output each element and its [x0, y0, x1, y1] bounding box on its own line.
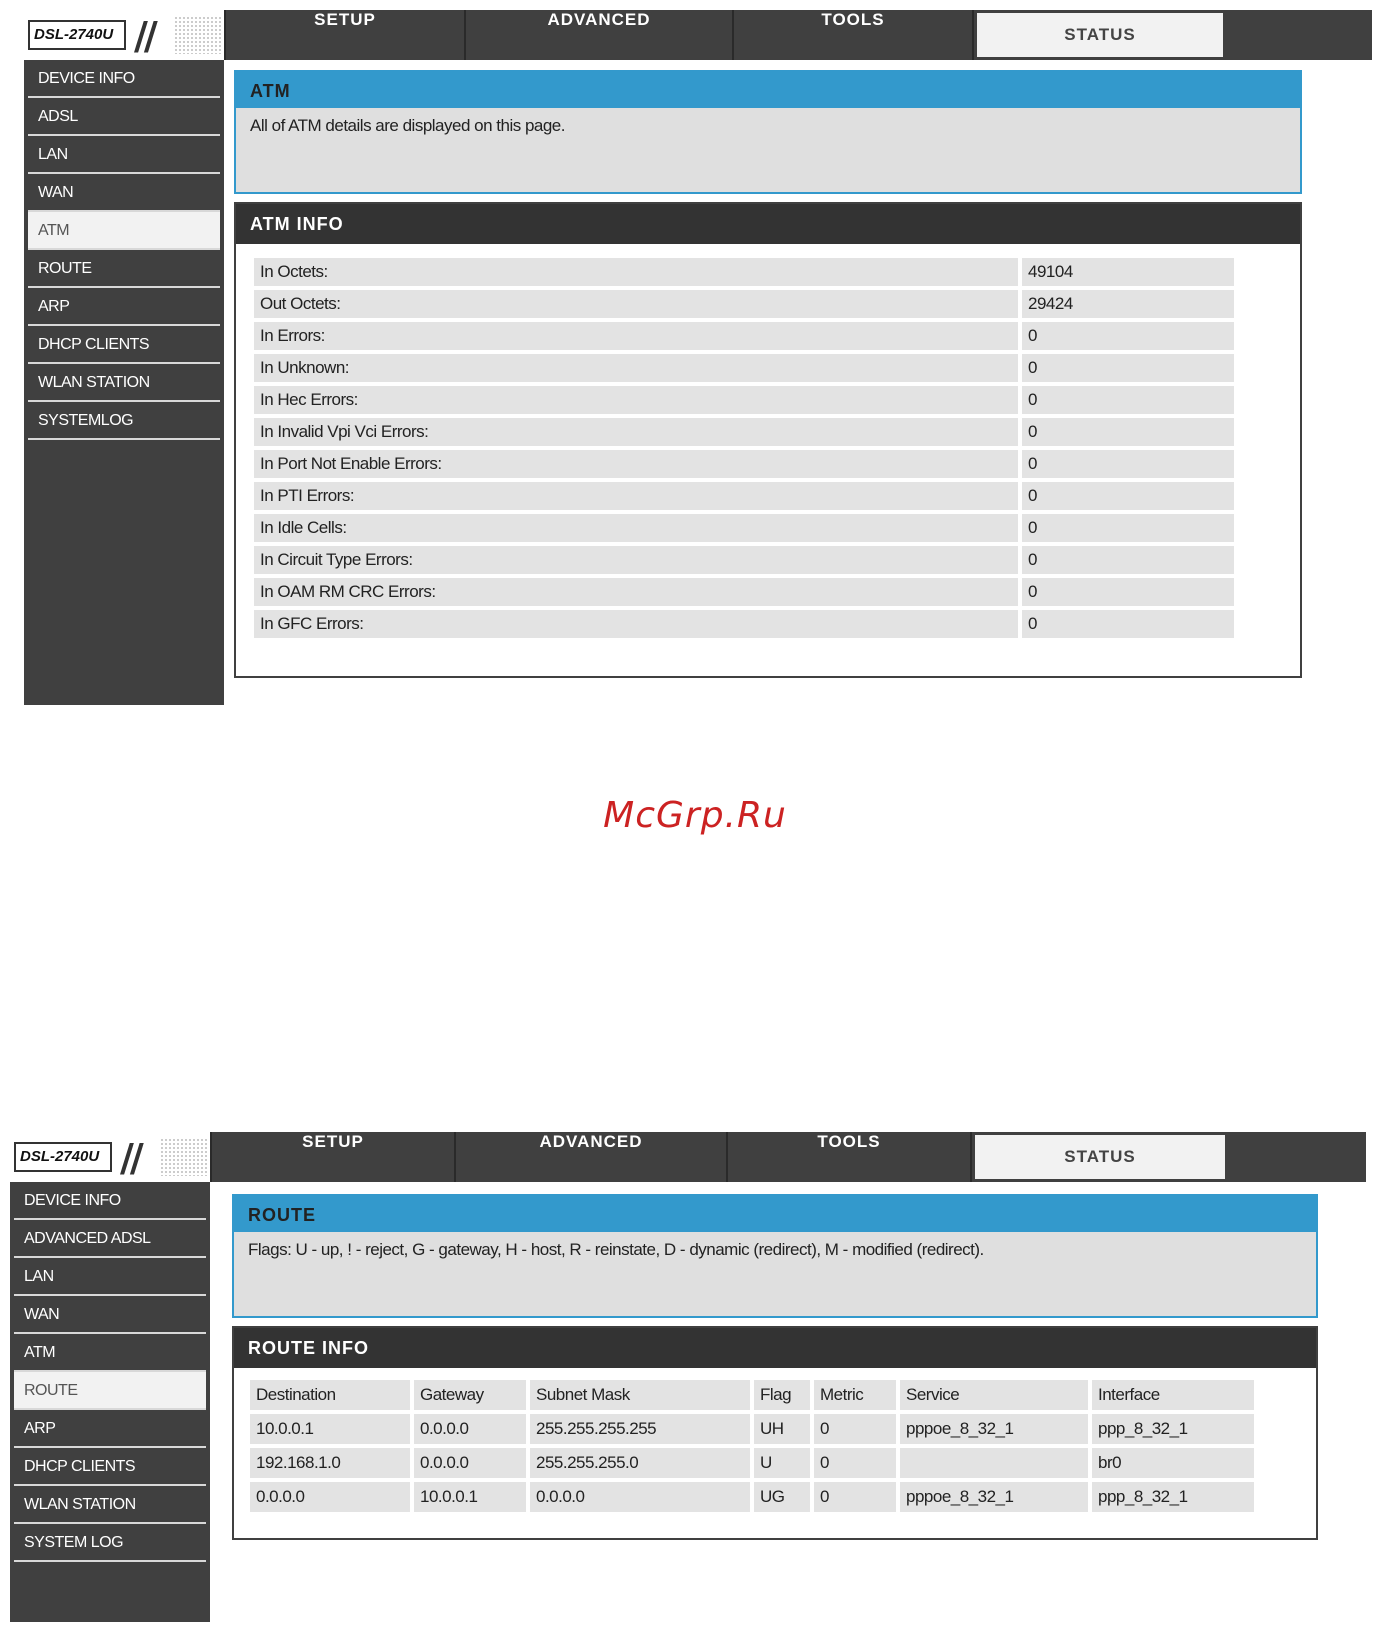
logo-slashes-icon: //	[134, 14, 154, 58]
row-label: In Octets:	[254, 258, 1018, 286]
cell-metric: 0	[814, 1482, 896, 1512]
model-name: DSL-2740U	[28, 20, 126, 50]
tab-bar-filler	[1226, 10, 1372, 60]
cell-interface: ppp_8_32_1	[1092, 1414, 1254, 1444]
logo-slashes-icon: //	[120, 1136, 140, 1180]
cell-flag: U	[754, 1448, 810, 1478]
table-row	[254, 450, 1234, 478]
row-label: In Port Not Enable Errors:	[254, 450, 1018, 478]
table-row	[254, 354, 1234, 382]
sidebar-item-adsl[interactable]: ADSL	[28, 98, 220, 136]
sidebar-item-atm[interactable]: ATM	[28, 212, 220, 250]
column-header: Subnet Mask	[530, 1380, 750, 1410]
row-label: In Circuit Type Errors:	[254, 546, 1018, 574]
route-info-box	[232, 1326, 1318, 1540]
table-row	[254, 514, 1234, 542]
cell-service: pppoe_8_32_1	[900, 1414, 1088, 1444]
table-row	[254, 386, 1234, 414]
row-label: In GFC Errors:	[254, 610, 1018, 638]
row-value: 49104	[1018, 258, 1234, 286]
cell-service	[900, 1448, 1088, 1478]
table-row	[254, 482, 1234, 510]
row-label: In Unknown:	[254, 354, 1018, 382]
sidebar-item-wlan-station[interactable]: WLAN STATION	[14, 1486, 206, 1524]
sidebar-item-device-info[interactable]: DEVICE INFO	[28, 60, 220, 98]
table-row	[254, 418, 1234, 446]
row-label: In Hec Errors:	[254, 386, 1018, 414]
cell-flag: UH	[754, 1414, 810, 1444]
sidebar-item-arp[interactable]: ARP	[28, 288, 220, 326]
row-label: In PTI Errors:	[254, 482, 1018, 510]
column-header: Destination	[250, 1380, 410, 1410]
column-header: Flag	[754, 1380, 810, 1410]
sidebar-item-lan[interactable]: LAN	[14, 1258, 206, 1296]
route-status-panel	[10, 1132, 1366, 1622]
table-row	[254, 258, 1234, 286]
sidebar-item-route[interactable]: ROUTE	[14, 1372, 206, 1410]
row-value: 0	[1018, 354, 1234, 382]
atm-status-panel	[24, 10, 1372, 735]
row-value: 29424	[1018, 290, 1234, 318]
row-value: 0	[1018, 482, 1234, 510]
logo-pattern	[160, 1138, 208, 1176]
sidebar-item-systemlog[interactable]: SYSTEMLOG	[28, 402, 220, 440]
section-title: ROUTE	[234, 1196, 1316, 1232]
cell-metric: 0	[814, 1448, 896, 1478]
tab-setup[interactable]: SETUP	[226, 10, 466, 60]
main-content	[234, 70, 1302, 678]
column-header: Gateway	[414, 1380, 526, 1410]
tab-status[interactable]: STATUS	[972, 1132, 1228, 1182]
product-logo	[10, 1132, 212, 1182]
sidebar-item-device-info[interactable]: DEVICE INFO	[14, 1182, 206, 1220]
sidebar-item-wlan-station[interactable]: WLAN STATION	[28, 364, 220, 402]
product-logo	[24, 10, 226, 60]
cell-gateway: 0.0.0.0	[414, 1448, 526, 1478]
sidebar-item-atm[interactable]: ATM	[14, 1334, 206, 1372]
top-nav	[24, 10, 1372, 60]
cell-flag: UG	[754, 1482, 810, 1512]
watermark: McGrp.Ru	[603, 795, 787, 836]
row-value: 0	[1018, 322, 1234, 350]
table-row	[250, 1448, 1254, 1478]
row-value: 0	[1018, 386, 1234, 414]
cell-destination: 192.168.1.0	[250, 1448, 410, 1478]
table-row	[254, 610, 1234, 638]
table-row	[250, 1414, 1254, 1444]
sidebar	[24, 60, 224, 705]
atm-info-table	[254, 254, 1234, 642]
sidebar-item-system-log[interactable]: SYSTEM LOG	[14, 1524, 206, 1562]
cell-metric: 0	[814, 1414, 896, 1444]
main-content	[232, 1194, 1318, 1540]
column-header: Service	[900, 1380, 1088, 1410]
model-name: DSL-2740U	[14, 1142, 112, 1172]
tab-setup[interactable]: SETUP	[212, 1132, 456, 1182]
route-table	[246, 1376, 1258, 1516]
logo-pattern	[174, 16, 222, 54]
cell-gateway: 0.0.0.0	[414, 1414, 526, 1444]
tab-advanced[interactable]: ADVANCED	[456, 1132, 728, 1182]
cell-subnet-mask: 0.0.0.0	[530, 1482, 750, 1512]
row-value: 0	[1018, 514, 1234, 542]
tab-advanced[interactable]: ADVANCED	[466, 10, 734, 60]
table-row	[254, 290, 1234, 318]
tab-bar-filler	[1228, 1132, 1366, 1182]
row-value: 0	[1018, 450, 1234, 478]
row-label: In Invalid Vpi Vci Errors:	[254, 418, 1018, 446]
atm-intro-box	[234, 70, 1302, 194]
sidebar-item-route[interactable]: ROUTE	[28, 250, 220, 288]
row-label: In Errors:	[254, 322, 1018, 350]
sidebar	[10, 1182, 210, 1622]
table-row	[250, 1482, 1254, 1512]
sidebar-item-arp[interactable]: ARP	[14, 1410, 206, 1448]
section-description: Flags: U - up, ! - reject, G - gateway, H - host, R - reinstate, D - dynamic (redirect), M - modified (redirect).	[248, 1240, 984, 1259]
table-row	[254, 322, 1234, 350]
row-value: 0	[1018, 578, 1234, 606]
cell-interface: br0	[1092, 1448, 1254, 1478]
row-label: In Idle Cells:	[254, 514, 1018, 542]
sidebar-item-dhcp-clients[interactable]: DHCP CLIENTS	[28, 326, 220, 364]
route-intro-box	[232, 1194, 1318, 1318]
column-header: Metric	[814, 1380, 896, 1410]
section-description: All of ATM details are displayed on this page.	[250, 116, 565, 135]
sidebar-item-lan[interactable]: LAN	[28, 136, 220, 174]
column-header: Interface	[1092, 1380, 1254, 1410]
sidebar-item-dhcp-clients[interactable]: DHCP CLIENTS	[14, 1448, 206, 1486]
tab-tools[interactable]: TOOLS	[728, 1132, 972, 1182]
table-row	[254, 578, 1234, 606]
tab-tools[interactable]: TOOLS	[734, 10, 974, 60]
row-value: 0	[1018, 418, 1234, 446]
cell-subnet-mask: 255.255.255.255	[530, 1414, 750, 1444]
atm-info-box	[234, 202, 1302, 678]
section-title: ATM	[236, 72, 1300, 108]
row-value: 0	[1018, 546, 1234, 574]
info-title: ROUTE INFO	[234, 1328, 1316, 1368]
row-label: Out Octets:	[254, 290, 1018, 318]
table-row	[254, 546, 1234, 574]
top-nav	[10, 1132, 1366, 1182]
cell-destination: 0.0.0.0	[250, 1482, 410, 1512]
row-value: 0	[1018, 610, 1234, 638]
sidebar-item-wan[interactable]: WAN	[14, 1296, 206, 1334]
info-title: ATM INFO	[236, 204, 1300, 244]
tab-status[interactable]: STATUS	[974, 10, 1226, 60]
sidebar-item-wan[interactable]: WAN	[28, 174, 220, 212]
sidebar-item-advanced-adsl[interactable]: ADVANCED ADSL	[14, 1220, 206, 1258]
cell-subnet-mask: 255.255.255.0	[530, 1448, 750, 1478]
cell-gateway: 10.0.0.1	[414, 1482, 526, 1512]
cell-destination: 10.0.0.1	[250, 1414, 410, 1444]
cell-interface: ppp_8_32_1	[1092, 1482, 1254, 1512]
table-header-row	[250, 1380, 1254, 1410]
row-label: In OAM RM CRC Errors:	[254, 578, 1018, 606]
cell-service: pppoe_8_32_1	[900, 1482, 1088, 1512]
